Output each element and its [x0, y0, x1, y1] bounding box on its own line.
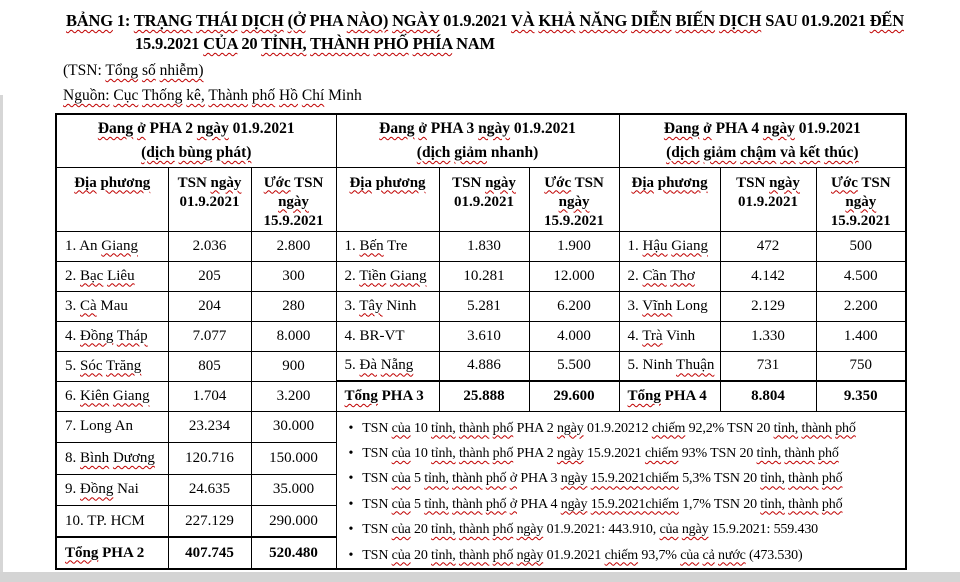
note-text: TSN của 10 tỉnh, thành phố PHA 2 ngày 15.9.2021 chiếm 93% TSN 20 tỉnh, thành phố [362, 445, 839, 461]
tsn-value-cell: 3.610 [439, 321, 529, 351]
total-label-pha3: Tổng PHA 3 [336, 381, 439, 411]
province-cell: 8. Bình Dương [56, 443, 168, 475]
title-line-2: 15.9.2021 CỦA 20 TỈNH, THÀNH PHỐ PHÍA NAM [135, 34, 495, 53]
group-header-pha4-line1: Đang ở PHA 4 ngày 01.9.2021 [663, 119, 861, 137]
bullet-icon: • [348, 547, 354, 563]
bullet-icon: • [348, 471, 354, 487]
group-header-pha2-line2: (dịch bùng phát) [141, 143, 252, 161]
tsn-value-cell: 2.129 [720, 291, 816, 321]
tsn-value-cell: 24.635 [168, 474, 251, 506]
province-cell: 9. Đồng Nai [56, 474, 168, 506]
group-header-pha3-line1: Đang ở PHA 3 ngày 01.9.2021 [379, 119, 576, 137]
total-uoc-pha3: 29.600 [529, 381, 619, 411]
bullet-icon: • [348, 496, 354, 512]
tsn-value-cell: 731 [720, 351, 816, 381]
col-header-place: Địa phương [336, 167, 439, 231]
province-cell: 2. Tiền Giang [336, 261, 439, 291]
note-bullet [349, 517, 902, 542]
uoc-value-cell: 150.000 [251, 443, 336, 475]
uoc-value-cell: 12.000 [529, 261, 619, 291]
uoc-value-cell: 4.000 [529, 321, 619, 351]
province-cell: 5. Đà Nẵng [336, 351, 439, 381]
province-cell: 4. Đồng Tháp [56, 321, 168, 351]
tsn-value-cell: 805 [168, 351, 251, 381]
total-tsn-pha3: 25.888 [439, 381, 529, 411]
group-header-row [56, 114, 906, 167]
table-row [56, 351, 906, 381]
note-bullet [349, 441, 902, 466]
uoc-value-cell: 2.800 [251, 231, 336, 261]
province-cell: 6. Kiên Giang [56, 381, 168, 411]
province-cell: 3. Cà Mau [56, 291, 168, 321]
tsn-value-cell: 23.234 [168, 411, 251, 443]
tsn-value-cell: 5.281 [439, 291, 529, 321]
total-uoc-pha2: 520.480 [251, 537, 336, 569]
total-label-pha4: Tổng PHA 4 [619, 381, 720, 411]
tsn-value-cell: 4.886 [439, 351, 529, 381]
note-bullet [349, 543, 902, 568]
group-header-pha4 [619, 114, 906, 167]
table-row [56, 261, 906, 291]
col-header-uoc: Ước TSN ngày 15.9.2021 [529, 167, 619, 231]
total-uoc-pha4: 9.350 [816, 381, 906, 411]
table-row [56, 411, 906, 443]
table-row [56, 381, 906, 411]
uoc-value-cell: 8.000 [251, 321, 336, 351]
summary-notes-cell [336, 411, 906, 569]
col-header-tsn: TSN ngày 01.9.2021 [168, 167, 251, 231]
province-cell: 1. An Giang [56, 231, 168, 261]
province-cell: 5. Ninh Thuận [619, 351, 720, 381]
group-header-pha3 [336, 114, 619, 167]
table-row [56, 231, 906, 261]
group-header-pha3-line2: (dịch giảm nhanh) [416, 143, 539, 161]
note-text: TSN của 20 tỉnh, thành phố ngày 01.9.2021: 443.910, của ngày 15.9.2021: 559.430 [362, 522, 819, 538]
tsn-value-cell: 7.077 [168, 321, 251, 351]
page-left-edge [0, 95, 3, 582]
note-text: TSN của 5 tỉnh, thành phố ở PHA 4 ngày 15.9.2021chiếm 1,7% TSN 20 tỉnh, thành phố [362, 496, 843, 512]
note-text: TSN của 20 tỉnh, thành phố ngày 01.9.2021 chiếm 93,7% của cả nước (473.530) [362, 547, 803, 563]
col-header-uoc: Ước TSN ngày 15.9.2021 [251, 167, 336, 231]
uoc-value-cell: 4.500 [816, 261, 906, 291]
col-header-uoc: Ước TSN ngày 15.9.2021 [816, 167, 906, 231]
bullet-icon: • [348, 420, 354, 436]
province-cell: 3. Vĩnh Long [619, 291, 720, 321]
uoc-value-cell: 300 [251, 261, 336, 291]
tsn-value-cell: 205 [168, 261, 251, 291]
title-line-1: BẢNG 1: TRẠNG THÁI DỊCH (Ở PHA NÀO) NGÀY 01.9.2021 VÀ KHẢ NĂNG DIỄN BIẾN DỊCH SAU 01.9.2021 ĐẾN [66, 11, 904, 30]
document-title [66, 9, 904, 55]
tsn-value-cell: 4.142 [720, 261, 816, 291]
uoc-value-cell: 500 [816, 231, 906, 261]
group-header-pha2-line1: Đang ở PHA 2 ngày 01.9.2021 [97, 119, 295, 137]
col-header-tsn: TSN ngày 01.9.2021 [720, 167, 816, 231]
province-cell: 4. BR-VT [336, 321, 439, 351]
province-cell: 4. Trà Vinh [619, 321, 720, 351]
uoc-value-cell: 1.900 [529, 231, 619, 261]
group-header-pha2 [56, 114, 336, 167]
tsn-value-cell: 1.330 [720, 321, 816, 351]
col-header-place: Địa phương [619, 167, 720, 231]
province-cell: 7. Long An [56, 411, 168, 443]
note-bullet [349, 416, 902, 441]
total-tsn-pha2: 407.745 [168, 537, 251, 569]
table-row [56, 321, 906, 351]
bullet-icon: • [348, 522, 354, 538]
total-tsn-pha4: 8.804 [720, 381, 816, 411]
table-row [56, 291, 906, 321]
total-label-pha2: Tổng PHA 2 [56, 537, 168, 569]
uoc-value-cell: 3.200 [251, 381, 336, 411]
uoc-value-cell: 6.200 [529, 291, 619, 321]
tsn-value-cell: 120.716 [168, 443, 251, 475]
col-header-place: Địa phương [56, 167, 168, 231]
phase-status-table [55, 113, 907, 570]
province-cell: 1. Hậu Giang [619, 231, 720, 261]
tsn-value-cell: 472 [720, 231, 816, 261]
tsn-value-cell: 10.281 [439, 261, 529, 291]
note-text: TSN của 5 tỉnh, thành phố ở PHA 3 ngày 15.9.2021chiếm 5,3% TSN 20 tỉnh, thành phố [362, 471, 843, 487]
uoc-value-cell: 35.000 [251, 474, 336, 506]
uoc-value-cell: 900 [251, 351, 336, 381]
province-cell: 2. Cần Thơ [619, 261, 720, 291]
uoc-value-cell: 2.200 [816, 291, 906, 321]
province-cell: 10. TP. HCM [56, 506, 168, 538]
source-line: Nguồn: Cục Thống kê, Thành phố Hồ Chí Minh [63, 87, 362, 104]
uoc-value-cell: 5.500 [529, 351, 619, 381]
uoc-value-cell: 750 [816, 351, 906, 381]
province-cell: 5. Sóc Trăng [56, 351, 168, 381]
uoc-value-cell: 1.400 [816, 321, 906, 351]
tsn-value-cell: 204 [168, 291, 251, 321]
province-cell: 1. Bến Tre [336, 231, 439, 261]
uoc-value-cell: 30.000 [251, 411, 336, 443]
tsn-value-cell: 2.036 [168, 231, 251, 261]
column-header-row [56, 167, 906, 231]
page-bottom-band [0, 572, 960, 582]
tsn-value-cell: 1.830 [439, 231, 529, 261]
tsn-value-cell: 1.704 [168, 381, 251, 411]
note-bullet [349, 466, 902, 491]
group-header-pha4-line2: (dịch giảm chậm và kết thúc) [666, 143, 859, 161]
tsn-abbreviation-note: (TSN: Tổng số nhiễm) [63, 62, 204, 79]
tsn-value-cell: 227.129 [168, 506, 251, 538]
note-bullet [349, 492, 902, 517]
note-text: TSN của 10 tỉnh, thành phố PHA 2 ngày 01.9.20212 chiếm 92,2% TSN 20 tỉnh, thành phố [362, 420, 856, 436]
province-cell: 2. Bạc Liêu [56, 261, 168, 291]
col-header-tsn: TSN ngày 01.9.2021 [439, 167, 529, 231]
uoc-value-cell: 280 [251, 291, 336, 321]
bullet-icon: • [348, 445, 354, 461]
uoc-value-cell: 290.000 [251, 506, 336, 538]
province-cell: 3. Tây Ninh [336, 291, 439, 321]
